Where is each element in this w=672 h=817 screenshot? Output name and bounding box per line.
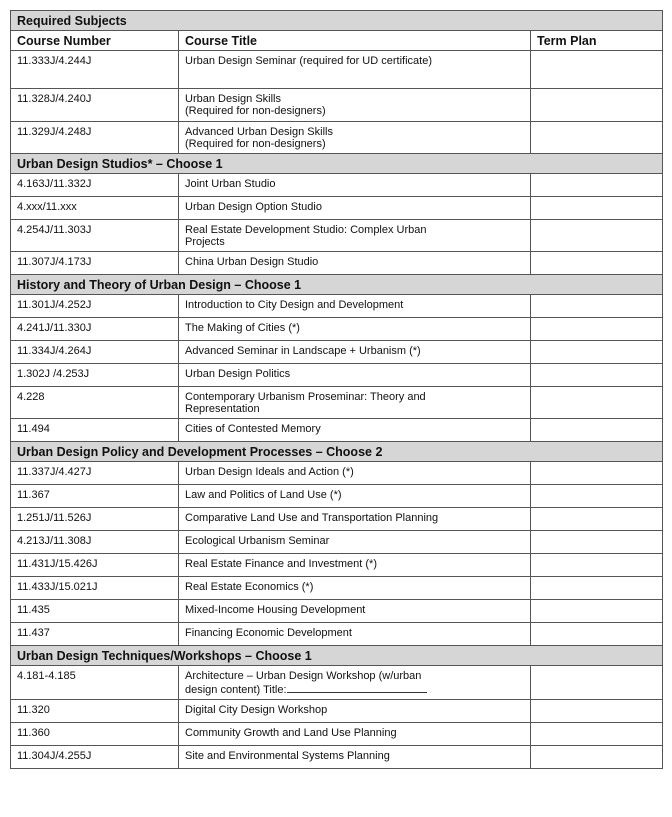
course-title-text: Joint Urban Studio bbox=[185, 178, 276, 190]
table-row bbox=[11, 122, 663, 154]
course-number-cell: 4.xxx/11.xxx bbox=[11, 197, 179, 220]
course-title-cell bbox=[179, 387, 531, 419]
term-plan-cell[interactable] bbox=[531, 341, 663, 364]
course-title-text: Contemporary Urbanism Proseminar: Theory and bbox=[185, 391, 426, 403]
course-number-cell: 11.329J/4.248J bbox=[11, 122, 179, 154]
term-plan-cell[interactable] bbox=[531, 295, 663, 318]
title-fill-in-line[interactable] bbox=[287, 682, 427, 693]
course-number-cell: 4.181-4.185 bbox=[11, 666, 179, 700]
table-row bbox=[11, 666, 663, 700]
course-table-body bbox=[11, 11, 663, 769]
course-number-cell: 11.304J/4.255J bbox=[11, 746, 179, 769]
term-plan-cell[interactable] bbox=[531, 700, 663, 723]
course-title-cell bbox=[179, 485, 531, 508]
course-title-cell bbox=[179, 700, 531, 723]
course-title-cell bbox=[179, 531, 531, 554]
course-number-cell: 11.431J/15.426J bbox=[11, 554, 179, 577]
course-title-text: Introduction to City Design and Development bbox=[185, 299, 404, 311]
section-header bbox=[11, 646, 663, 666]
term-plan-cell[interactable] bbox=[531, 174, 663, 197]
course-title-cell bbox=[179, 295, 531, 318]
column-header-term-plan: Term Plan bbox=[531, 31, 663, 51]
course-title-text: The Making of Cities (*) bbox=[185, 322, 300, 334]
section-header bbox=[11, 275, 663, 295]
course-number-cell: 4.254J/11.303J bbox=[11, 220, 179, 252]
course-title-text: Comparative Land Use and Transportation Planning bbox=[185, 512, 439, 524]
section-title: Required Subjects bbox=[11, 11, 663, 31]
term-plan-cell[interactable] bbox=[531, 387, 663, 419]
table-row bbox=[11, 746, 663, 769]
course-title-text: Urban Design Seminar (required for UD certificate) bbox=[185, 55, 432, 67]
course-title-cell bbox=[179, 318, 531, 341]
section-title: Urban Design Techniques/Workshops – Choose 1 bbox=[11, 646, 663, 666]
document-page bbox=[10, 10, 663, 769]
course-title-text: Real Estate Finance and Investment (*) bbox=[185, 558, 377, 570]
course-title-cell bbox=[179, 252, 531, 275]
term-plan-cell[interactable] bbox=[531, 746, 663, 769]
table-row bbox=[11, 197, 663, 220]
course-title-cell bbox=[179, 419, 531, 442]
course-title-cell bbox=[179, 220, 531, 252]
table-row bbox=[11, 252, 663, 275]
course-title-text: Law and Politics of Land Use (*) bbox=[185, 489, 342, 501]
term-plan-cell[interactable] bbox=[531, 220, 663, 252]
column-header-course-number: Course Number bbox=[11, 31, 179, 51]
term-plan-cell[interactable] bbox=[531, 89, 663, 122]
course-title-text: Advanced Urban Design Skills bbox=[185, 126, 333, 138]
course-number-cell: 1.251J/11.526J bbox=[11, 508, 179, 531]
course-number-cell: 1.302J /4.253J bbox=[11, 364, 179, 387]
course-number-cell: 11.307J/4.173J bbox=[11, 252, 179, 275]
term-plan-cell[interactable] bbox=[531, 723, 663, 746]
table-row bbox=[11, 341, 663, 364]
term-plan-cell[interactable] bbox=[531, 600, 663, 623]
course-title-cell bbox=[179, 508, 531, 531]
course-number-cell: 4.213J/11.308J bbox=[11, 531, 179, 554]
table-row bbox=[11, 531, 663, 554]
table-row bbox=[11, 462, 663, 485]
course-title-text: Site and Environmental Systems Planning bbox=[185, 750, 390, 762]
table-row bbox=[11, 295, 663, 318]
table-row bbox=[11, 723, 663, 746]
term-plan-cell[interactable] bbox=[531, 485, 663, 508]
table-row bbox=[11, 508, 663, 531]
table-row bbox=[11, 89, 663, 122]
term-plan-cell[interactable] bbox=[531, 252, 663, 275]
course-title-text: Architecture – Urban Design Workshop (w/urban bbox=[185, 670, 422, 682]
course-title-subtext: design content) Title: bbox=[185, 684, 287, 696]
course-title-subtext: (Required for non-designers) bbox=[185, 105, 326, 117]
table-row bbox=[11, 364, 663, 387]
course-number-cell: 11.367 bbox=[11, 485, 179, 508]
term-plan-cell[interactable] bbox=[531, 318, 663, 341]
course-title-text: Financing Economic Development bbox=[185, 627, 352, 639]
term-plan-cell[interactable] bbox=[531, 577, 663, 600]
course-title-text: Advanced Seminar in Landscape + Urbanism (*) bbox=[185, 345, 421, 357]
course-title-cell bbox=[179, 623, 531, 646]
course-table bbox=[10, 10, 663, 769]
course-number-cell: 11.360 bbox=[11, 723, 179, 746]
course-title-text: Urban Design Politics bbox=[185, 368, 291, 380]
table-row bbox=[11, 600, 663, 623]
course-title-cell bbox=[179, 666, 531, 700]
table-row bbox=[11, 174, 663, 197]
course-title-cell bbox=[179, 341, 531, 364]
course-number-cell: 4.228 bbox=[11, 387, 179, 419]
table-row bbox=[11, 51, 663, 89]
term-plan-cell[interactable] bbox=[531, 197, 663, 220]
term-plan-cell[interactable] bbox=[531, 462, 663, 485]
course-title-text: Real Estate Development Studio: Complex Urban bbox=[185, 224, 427, 236]
course-title-subtext: (Required for non-designers) bbox=[185, 138, 326, 150]
course-title-cell bbox=[179, 364, 531, 387]
course-title-text: Urban Design Option Studio bbox=[185, 201, 322, 213]
course-title-subtext: Representation bbox=[185, 403, 260, 415]
course-title-text: Digital City Design Workshop bbox=[185, 704, 328, 716]
term-plan-cell[interactable] bbox=[531, 666, 663, 700]
course-title-text: Cities of Contested Memory bbox=[185, 423, 321, 435]
table-row bbox=[11, 419, 663, 442]
column-header-row bbox=[11, 31, 663, 51]
table-row bbox=[11, 318, 663, 341]
course-title-text: Real Estate Economics (*) bbox=[185, 581, 314, 593]
course-number-cell: 11.328J/4.240J bbox=[11, 89, 179, 122]
course-title-cell bbox=[179, 89, 531, 122]
course-title-cell bbox=[179, 746, 531, 769]
section-title: Urban Design Policy and Development Processes – Choose 2 bbox=[11, 442, 663, 462]
term-plan-cell[interactable] bbox=[531, 419, 663, 442]
course-title-text: China Urban Design Studio bbox=[185, 256, 319, 268]
table-row bbox=[11, 577, 663, 600]
table-row bbox=[11, 554, 663, 577]
course-number-cell: 11.334J/4.264J bbox=[11, 341, 179, 364]
course-title-cell bbox=[179, 600, 531, 623]
term-plan-cell[interactable] bbox=[531, 554, 663, 577]
term-plan-cell[interactable] bbox=[531, 531, 663, 554]
course-title-text: Urban Design Skills bbox=[185, 93, 281, 105]
term-plan-cell[interactable] bbox=[531, 508, 663, 531]
course-number-cell: 4.163J/11.332J bbox=[11, 174, 179, 197]
course-number-cell: 4.241J/11.330J bbox=[11, 318, 179, 341]
course-number-cell: 11.320 bbox=[11, 700, 179, 723]
section-header-required bbox=[11, 11, 663, 31]
term-plan-cell[interactable] bbox=[531, 364, 663, 387]
term-plan-cell[interactable] bbox=[531, 122, 663, 154]
course-number-cell: 11.337J/4.427J bbox=[11, 462, 179, 485]
course-number-cell: 11.494 bbox=[11, 419, 179, 442]
section-header bbox=[11, 154, 663, 174]
course-title-cell bbox=[179, 197, 531, 220]
course-title-cell bbox=[179, 723, 531, 746]
course-title-cell bbox=[179, 462, 531, 485]
course-title-cell bbox=[179, 554, 531, 577]
course-number-cell: 11.435 bbox=[11, 600, 179, 623]
course-title-text: Mixed-Income Housing Development bbox=[185, 604, 366, 616]
course-number-cell: 11.333J/4.244J bbox=[11, 51, 179, 89]
section-header bbox=[11, 442, 663, 462]
section-title: History and Theory of Urban Design – Choose 1 bbox=[11, 275, 663, 295]
section-title: Urban Design Studios* – Choose 1 bbox=[11, 154, 663, 174]
course-number-cell: 11.437 bbox=[11, 623, 179, 646]
course-title-cell bbox=[179, 577, 531, 600]
course-title-cell bbox=[179, 174, 531, 197]
column-header-course-title: Course Title bbox=[179, 31, 531, 51]
table-row bbox=[11, 220, 663, 252]
course-title-text: Community Growth and Land Use Planning bbox=[185, 727, 397, 739]
course-title-cell bbox=[179, 122, 531, 154]
term-plan-cell[interactable] bbox=[531, 51, 663, 89]
table-row bbox=[11, 623, 663, 646]
table-row bbox=[11, 485, 663, 508]
course-title-subtext: Projects bbox=[185, 236, 225, 248]
table-row bbox=[11, 700, 663, 723]
table-row bbox=[11, 387, 663, 419]
course-title-text: Ecological Urbanism Seminar bbox=[185, 535, 330, 547]
course-title-text: Urban Design Ideals and Action (*) bbox=[185, 466, 354, 478]
course-number-cell: 11.433J/15.021J bbox=[11, 577, 179, 600]
term-plan-cell[interactable] bbox=[531, 623, 663, 646]
course-number-cell: 11.301J/4.252J bbox=[11, 295, 179, 318]
course-title-cell bbox=[179, 51, 531, 89]
